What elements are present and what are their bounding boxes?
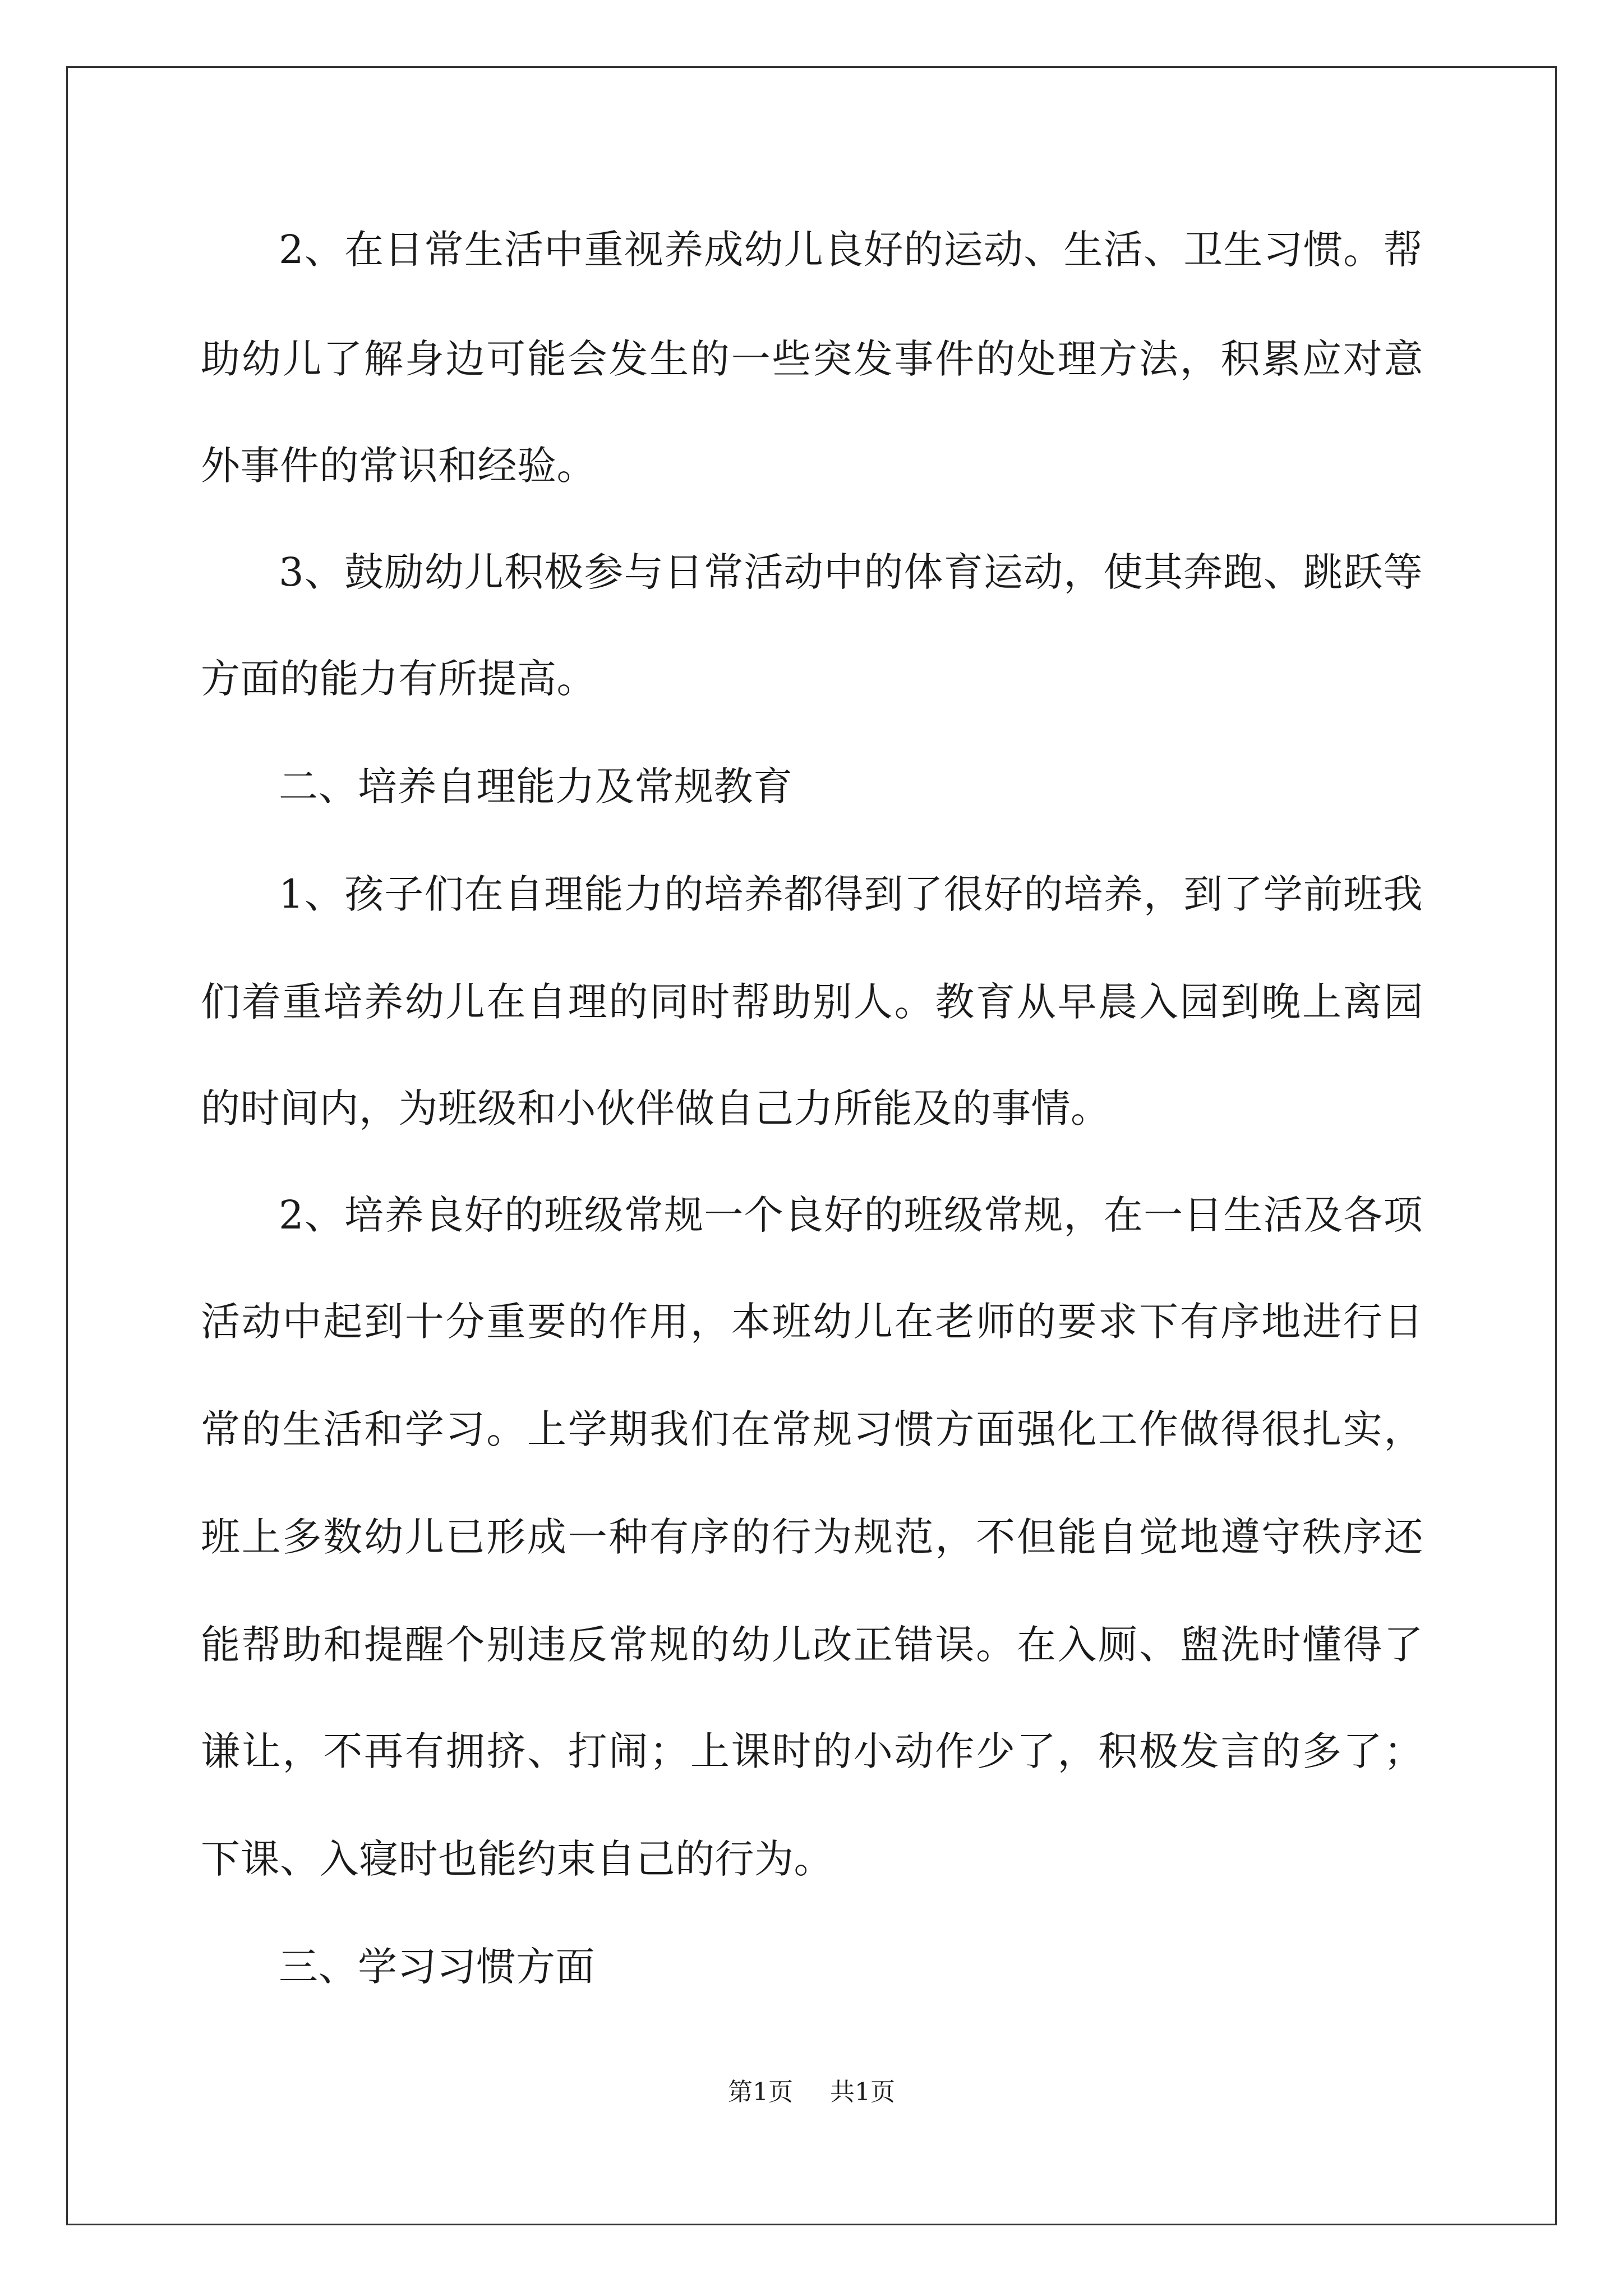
paragraph-4-line-6: 谦让，不再有拥挤、打闹；上课时的小动作少了，积极发言的多了； (201, 1728, 1423, 1774)
paragraph-4-line-5: 能帮助和提醒个别违反常规的幼儿改正错误。在入厕、盥洗时懂得了 (201, 1622, 1423, 1668)
paragraph-3-line-3: 的时间内，为班级和小伙伴做自己力所能及的事情。 (201, 1085, 1110, 1131)
paragraph-4-line-4: 班上多数幼儿已形成一种有序的行为规范，不但能自觉地遵守秩序还 (201, 1514, 1423, 1560)
page-border (66, 66, 1557, 2225)
paragraph-4-line-2: 活动中起到十分重要的作用，本班幼儿在老师的要求下有序地进行日 (201, 1299, 1423, 1345)
page-total: 共1页 (830, 2078, 895, 2106)
paragraph-4-line-3: 常的生活和学习。上学期我们在常规习惯方面强化工作做得很扎实， (201, 1406, 1423, 1452)
section-heading-2: 二、培养自理能力及常规教育 (279, 763, 793, 809)
paragraph-4-line-7: 下课、入寝时也能约束自己的行为。 (201, 1836, 833, 1882)
section-heading-3: 三、学习习惯方面 (279, 1944, 595, 1990)
paragraph-1-line-2: 助幼儿了解身边可能会发生的一些突发事件的处理方法，积累应对意 (201, 336, 1423, 382)
paragraph-2-line-2: 方面的能力有所提高。 (201, 656, 596, 702)
page-number: 第1页 (728, 2078, 793, 2106)
paragraph-3-line-2: 们着重培养幼儿在自理的同时帮助别人。教育从早晨入园到晚上离园 (201, 979, 1423, 1025)
paragraph-1-line-1: 2、在日常生活中重视养成幼儿良好的运动、生活、卫生习惯。帮 (279, 227, 1423, 273)
paragraph-3-line-1: 1、孩子们在自理能力的培养都得到了很好的培养，到了学前班我 (279, 871, 1423, 917)
paragraph-1-line-3: 外事件的常识和经验。 (201, 443, 596, 489)
paragraph-4-line-1: 2、培养良好的班级常规一个良好的班级常规，在一日生活及各项 (279, 1192, 1423, 1238)
page-footer (0, 2076, 1623, 2109)
paragraph-2-line-1: 3、鼓励幼儿积极参与日常活动中的体育运动，使其奔跑、跳跃等 (279, 549, 1423, 595)
